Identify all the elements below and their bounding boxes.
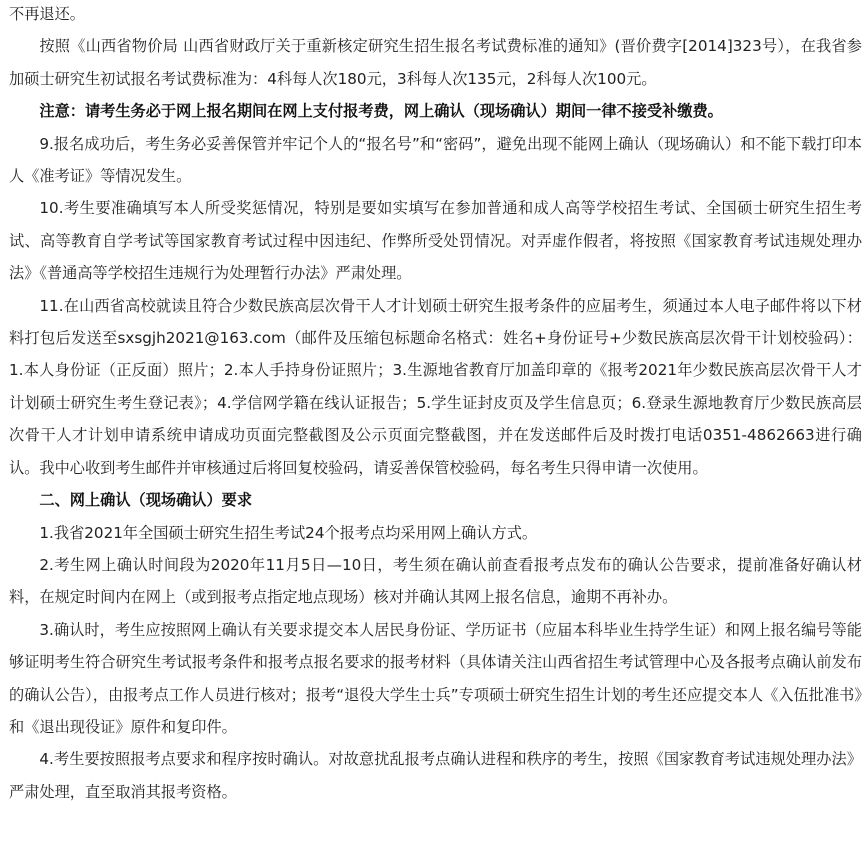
paragraph-notice-bold: 注意：请考生务必于网上报名期间在网上支付报考费，网上确认（现场确认）期间一律不接受补缴费。: [39, 102, 723, 121]
paragraph-item-10: 10.考生要准确填写本人所受奖惩情况，特别是要如实填写在参加普通和成人高等学校招生考试、全国硕士研究生招生考试、高等教育自学考试等国家教育考试过程中因违纪、作弊所受处罚情况。对弄虚作假者，将按照《国家教育考试违规处理办法》《普通高等学校招生违规行为处理暂行办法》严肃处理。: [9, 199, 862, 283]
paragraph-confirm-3: 3.确认时，考生应按照网上确认有关要求提交本人居民身份证、学历证书（应届本科毕业生持学生证）和网上报名编号等能够证明考生符合研究生考试报考条件和报考点报名要求的报考材料（具体请关注山西省招生考试管理中心及各报考点确认前发布的确认公告），由报考点工作人员进行核对；报考“退役大学生士兵”专项硕士研究生招生计划的考生还应提交本人《入伍批准书》和《退出现役证》原件和复印件。: [9, 620, 862, 736]
paragraph-continuation: 不再退还。: [9, 5, 85, 23]
paragraph-item-11: 11.在山西省高校就读且符合少数民族高层次骨干人才计划硕士研究生报考条件的应届考生，须通过本人电子邮件将以下材料打包后发送至sxsgjh2021@163.com（邮件及压缩包标题命名格式：姓名+身份证号+少数民族高层次骨干计划校验码）：1.本人身份证（正反面）照片；2.本人手持身份证照片；3.生源地省教育厅加盖印章的《报考2021年少数民族高层次骨干人才计划硕士研究生考生登记表》；4.学信网学籍在线认证报告；5.学生证封皮页及学生信息页；6.登录生源地教育厅少数民族高层次骨干人才计划申请系统申请成功页面完整截图及公示页面完整截图，并在发送邮件后及时拨打电话0351-4862663进行确认。我中心收到考生邮件并审核通过后将回复校验码，请妥善保管校验码，每名考生只得申请一次使用。: [9, 296, 862, 477]
paragraph-confirm-2: 2.考生网上确认时间段为2020年11月5日—10日，考生须在确认前查看报考点发布的确认公告要求，提前准备好确认材料，在规定时间内在网上（或到报考点指定地点现场）核对并确认其网上报名信息，逾期不再补办。: [9, 555, 862, 607]
paragraph-fee-standard: 按照《山西省物价局 山西省财政厅关于重新核定研究生招生报名考试费标准的通知》(晋价费字[2014]323号），在我省参加硕士研究生初试报名考试费标准为：4科每人次180元，3科每人次135元，2科每人次100元。: [9, 37, 862, 88]
paragraph-confirm-4: 4.考生要按照报考点要求和程序按时确认。对故意扰乱报考点确认进程和秩序的考生，按照《国家教育考试违规处理办法》严肃处理，直至取消其报考资格。: [9, 750, 862, 801]
section-heading-online-confirmation: 二、网上确认（现场确认）要求: [39, 491, 253, 510]
paragraph-item-9: 9.报名成功后，考生务必妥善保管并牢记个人的“报名号”和“密码”，避免出现不能网上确认（现场确认）和不能下载打印本人《准考证》等情况发生。: [9, 134, 862, 186]
paragraph-confirm-1: 1.我省2021年全国硕士研究生招生考试24个报考点均采用网上确认方式。: [39, 523, 538, 542]
